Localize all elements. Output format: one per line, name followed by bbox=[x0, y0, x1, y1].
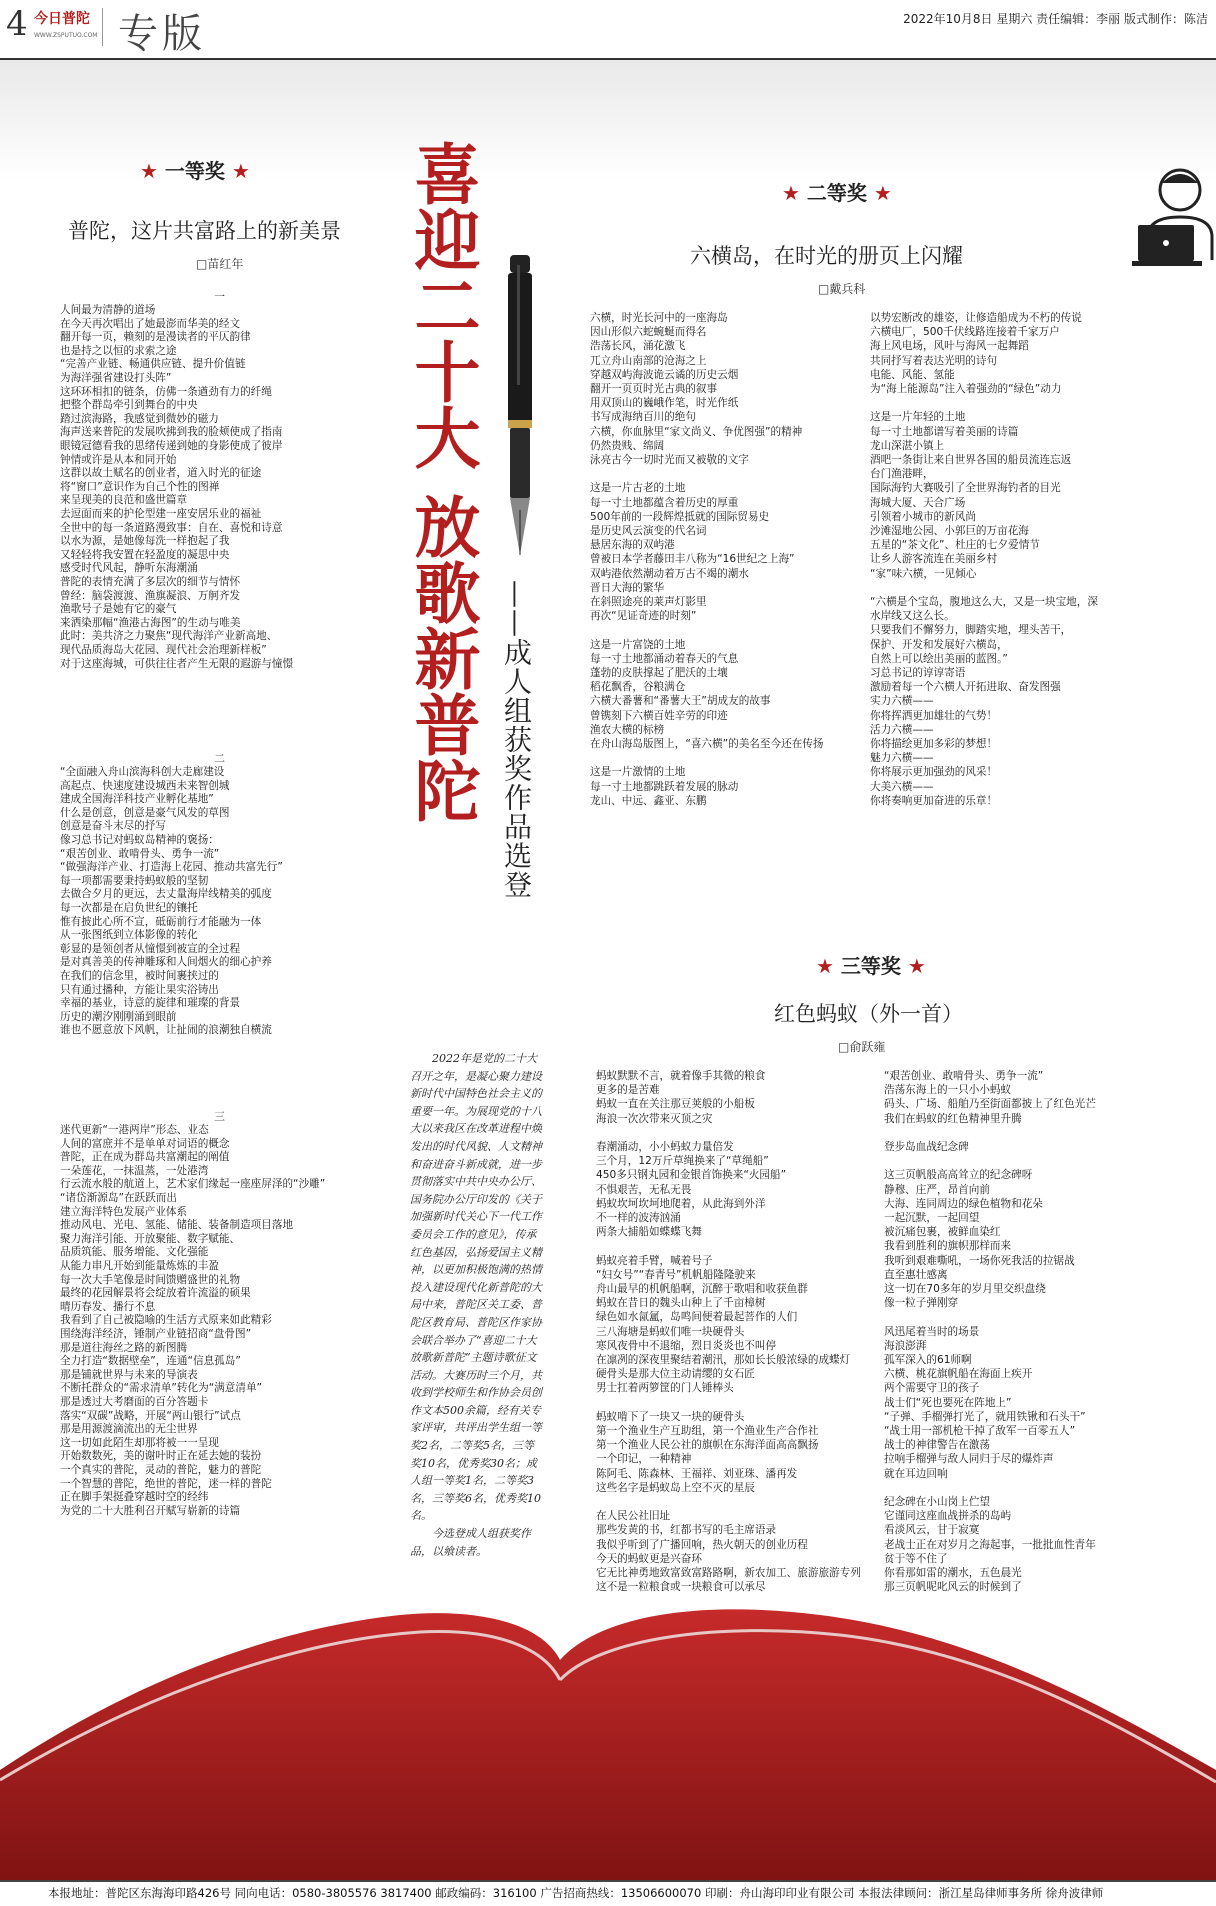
poem-line: 像习总书记对蚂蚁岛精神的褒扬： bbox=[60, 834, 219, 846]
poem-line: 从能力串凡开始到能量炼炼的丰盈 bbox=[60, 1260, 219, 1272]
first-prize-author: □苗红年 bbox=[196, 257, 244, 271]
poem-line: 今天的蚂蚁更是兴奋环 bbox=[596, 1552, 702, 1565]
poem-line: 第一个渔业人民公社的旗帜在东海洋面高高飘扬 bbox=[596, 1439, 819, 1452]
poem-line: 人间最为清静的道场 bbox=[60, 304, 156, 316]
poem-line: 那三页帆呢叱风云的时候到了 bbox=[884, 1581, 1022, 1594]
poem-line: 被沉痛包裹，被鲜血染红 bbox=[884, 1226, 1001, 1239]
poem-line: 晋日大海的繁华 bbox=[590, 581, 665, 594]
poem-line: 就在耳边回响 bbox=[884, 1467, 948, 1480]
poem-line: 一朵莲花，一抹温蒸，一处港湾 bbox=[60, 1164, 209, 1177]
poem-line: 海浪澎湃 bbox=[884, 1339, 927, 1352]
poem-line: 纪念碑在小山岗上伫望 bbox=[884, 1496, 990, 1508]
poem-line: 晴历春发、播行不息 bbox=[60, 1300, 156, 1313]
poem-line: 全力打造“数据壁垒”，连通“信息孤岛” bbox=[60, 1355, 241, 1368]
poem-line: 从一张图纸到立体影像的转化 bbox=[60, 929, 198, 942]
poem-line: 那是铺就世界与未来的导演表 bbox=[60, 1368, 198, 1381]
poem-line: 蚂蚁啃下了一块又一块的硬骨头 bbox=[596, 1410, 745, 1423]
poem-line: 这是一片激情的土地 bbox=[590, 766, 686, 779]
poem-line: 你将展示更加强劲的风采！ bbox=[870, 766, 998, 779]
poem-line: 开始数数死，美的谢叶时正在延去她的装扮 bbox=[60, 1450, 262, 1463]
poem-line: 落实“双碳”战略，开展“两山银行”试点 bbox=[60, 1409, 241, 1422]
poem-line: 对于这座海城，可供往往者产生无限的遐游与憧憬 bbox=[60, 657, 294, 670]
section-number: 一 bbox=[214, 290, 225, 303]
poem-line: 保护、开发和发展好六横岛， bbox=[870, 638, 1008, 651]
poem-line: 我看到胜利的旗帜那样而来 bbox=[884, 1240, 1012, 1253]
poem-line: 魅力六横—— bbox=[870, 752, 934, 765]
poem-line: 五星的“茶文化”、杜庄的七夕爱情节 bbox=[870, 539, 1040, 552]
poem-line: 海声送来普陀的发展吹拂到我的脸颊使成了指南 bbox=[60, 426, 283, 439]
poem-line: 建立海洋特色发展产业体系 bbox=[60, 1205, 188, 1218]
poem-line: 这不是一粒粮食或一块粮食可以承尽 bbox=[596, 1581, 766, 1594]
page-number: 4 bbox=[6, 4, 28, 44]
poem-line: 海上风电场，风叶与海风一起舞蹈 bbox=[870, 340, 1029, 353]
poem-line: 我们在蚂蚁的红色精神里升腾 bbox=[884, 1112, 1022, 1125]
poem-line: 渔农大横的标榜 bbox=[590, 723, 665, 736]
poem-line: 那是用源渡滴流出的无尘世界 bbox=[60, 1423, 198, 1436]
poem-line: 普陀，正在成为群岛共富潮起的阐值 bbox=[60, 1151, 230, 1164]
poem-line: 看淡风云，甘于寂寞 bbox=[884, 1524, 980, 1537]
section-title: 专版 bbox=[118, 11, 206, 57]
poem-line: 登步岛血战纪念碑 bbox=[884, 1141, 969, 1153]
poem-line: 建成全国海洋科技产业孵化基地” bbox=[60, 793, 214, 806]
poem-line: “全面融入舟山滨海科创大走廊建设 bbox=[60, 766, 225, 778]
poem-line: 在我们的信念里，被时间裹挟过的 bbox=[60, 970, 219, 982]
poem-line: 每一寸土地都涌动着春天的气息 bbox=[590, 652, 739, 665]
poem-line: 来洒染那幅“渔港古海图”的生动与唯美 bbox=[60, 616, 241, 629]
poem-line: 我看到了自己被隐喻的生活方式原来如此精彩 bbox=[60, 1314, 272, 1327]
poem-line: 450多只钢丸园和金银首饰换来“火园船” bbox=[596, 1169, 787, 1182]
poem-line: 一起沉默，一起回望 bbox=[884, 1212, 980, 1224]
second-prize-heading: ★ 二等奖 ★ bbox=[782, 181, 892, 205]
poem-line: 海城大厦、天合广场 bbox=[870, 496, 966, 509]
poem-line: 将“窗口”意识作为自己个性的图禅 bbox=[60, 480, 220, 493]
poem-line: 幸福的基业，诗意的旋律和璀璨的背景 bbox=[60, 997, 241, 1010]
poem-line: 这些名字是蚂蚁岛上空不灭的星辰 bbox=[596, 1481, 755, 1494]
poem-line: 每一次大手笔像是时间馈赠盛世的礼物 bbox=[60, 1273, 241, 1286]
poem-line: “艰苦创业、敢啃骨头、勇争一流” bbox=[60, 847, 220, 860]
poem-line: 共同抒写着表达光明的诗句 bbox=[870, 354, 998, 367]
poem-line: 正在脚手架挺叠穿越时空的经纬 bbox=[60, 1491, 209, 1504]
poem-line: 泳亮古今一切时光而又被敬的文字 bbox=[590, 454, 749, 466]
poem-line: 来呈现美的良范和盛世篇章 bbox=[60, 494, 188, 507]
poem-line: 拉响手榴弹与敌人同归于尽的爆炸声 bbox=[884, 1453, 1054, 1466]
poem-line: 一个印记，一种精神 bbox=[596, 1453, 692, 1466]
poem-line: 书写成海纳百川的绝句 bbox=[590, 411, 696, 424]
poem-line: 贫于等不住了 bbox=[884, 1552, 948, 1565]
poem-line: “战士用一部机枪干掉了敌军一百零五人” bbox=[884, 1425, 1076, 1437]
poem-line: 在舟山海岛版图上，“喜六横”的美名至今还在传扬 bbox=[590, 738, 824, 750]
poem-line: 翻开一页页时光古典的叙事 bbox=[590, 383, 718, 395]
first-prize-label: 一等奖 bbox=[164, 159, 225, 183]
poem-line: 这环环相扣的链条，仿佛一条遒劲有力的纤绳 bbox=[60, 385, 272, 398]
poem-line: 六横大番薯和“番薯大王”胡成友的故事 bbox=[590, 695, 771, 708]
third-prize-title: 红色蚂蚁（外一首） bbox=[774, 1002, 963, 1026]
poem-line: 每一项都需要秉持蚂蚁般的坚韧 bbox=[60, 874, 209, 887]
footer-text: 本报地址：普陀区东海海印路426号 同向电话：0580-3805576 3817400 邮政编码：316100 广告招商热线：13506600070 印刷：舟山海印印业有限公司 本报法律顾问：浙江星岛律师事务所 徐舟波律师 bbox=[48, 1886, 1104, 1900]
third-prize-heading: ★ 三等奖 ★ bbox=[816, 954, 926, 978]
poem-line: 仍然贵贱、绵阔 bbox=[590, 439, 665, 452]
poem-line: 此时：美共济之力聚焦“现代海洋产业新高地、 bbox=[60, 630, 278, 643]
poem-line: 老战士正在对岁月之海起事，一批批血性青年 bbox=[884, 1538, 1096, 1551]
poem-line: 不一样的波涛汹涌 bbox=[596, 1212, 681, 1224]
poem-line: 龙山深湛小镇上 bbox=[870, 439, 945, 452]
poem-line: 这是一片古老的土地 bbox=[590, 482, 686, 495]
poem-line: 是对真善美的传神雕琢和人间烟火的细心护养 bbox=[60, 956, 272, 969]
intro-paragraph: 今选登成人组获奖作品，以飨读者。 bbox=[410, 1527, 531, 1558]
poem-line: 创意是奋斗末尽的抒写 bbox=[60, 820, 166, 833]
poem-line: 更多的是苦难 bbox=[596, 1084, 660, 1097]
poem-line: 兀立舟山南部的沧海之上 bbox=[590, 354, 707, 367]
poem-line: 国际海钓大赛吸引了全世界海钓者的目光 bbox=[870, 482, 1061, 495]
intro-paragraph: 2022年是党的二十大召开之年，是凝心聚力建设新时代中国特色社会主义的重要一年。为展现党的十八大以来我区在改革进程中焕发出的时代风貌、人文精神和奋进奋斗新成就，进一步贯彻落实中共中央办公厅、国务院办公厅印发的《关于加强新时代关心下一代工作委员会工作的意见》，传承红色基因，弘扬爱国主义精神，以更加积极饱满的热情投入建设现代化新普陀的大局中来，普陀区关工委、普陀区教育局、普陀区作家协会联合举办了“喜迎二十大 放歌新普陀”主题诗歌征文活动。大赛历时三个月，共收到学校师生和作协会员创作文本500余篇，经有关专家评审，共评出学生组一等奖2名，二等奖5名，三等奖10名，优秀奖30名；成人组一等奖1名，二等奖3名，三等奖6名，优秀奖10名。 bbox=[410, 1052, 542, 1523]
poem-line: 是历史风云演变的代名词 bbox=[590, 525, 707, 537]
poem-line: 曾镌刻下六横百姓辛劳的印迹 bbox=[590, 709, 728, 722]
poem-line: 三个月，12万斤草绳换来了“草绳船” bbox=[596, 1155, 769, 1168]
poem-line: 你将奏响更加奋进的乐章！ bbox=[870, 794, 998, 807]
poem-line: 翻开每一页，赖刻的是漫读者的平仄韵律 bbox=[60, 331, 251, 344]
poem-line: 全世中的每一条道路漫致事：自在、喜悦和诗意 bbox=[60, 521, 283, 534]
first-prize-title: 普陀，这片共富路上的新美景 bbox=[68, 219, 341, 243]
poem-line: 码头、广场、船舶乃至街面都披上了红色光芒 bbox=[884, 1098, 1096, 1111]
poem-line: 在今天再次唱出了她最澎而华美的经文 bbox=[60, 317, 241, 330]
poem-line: 谁也不愿意放下风帆，让扯闹的浪潮独自横流 bbox=[60, 1024, 272, 1037]
poem-line: 人间的富庶并不是单单对词语的概念 bbox=[60, 1137, 230, 1150]
poem-line: 历史的潮汐刚刚涌到眼前 bbox=[60, 1010, 177, 1023]
poem-line: 只有通过播种，方能让果实浴铸出 bbox=[60, 983, 219, 996]
poem-line: “诸岱渐源岛”在跃跃而出 bbox=[60, 1192, 177, 1204]
poem-line: “艰苦创业、敢啃骨头、勇争一流” bbox=[884, 1070, 1044, 1082]
poem-line: 500年前的一段辉煌抵就的国际贸易史 bbox=[590, 510, 770, 523]
poem-line: 那些发黄的书，红都书写的毛主席语录 bbox=[596, 1524, 777, 1537]
poem-line: “六横是个宝岛，腹地这么大，又是一块宝地，深 bbox=[870, 596, 1098, 608]
poem-line: 蚂蚁亮着手臂，喊着号子 bbox=[596, 1254, 713, 1267]
poem-line: 直至惠壮感离 bbox=[884, 1268, 948, 1281]
poem-line: 蓬勃的皮肤撑起了肥沃的土壤 bbox=[590, 667, 728, 679]
poem-line: 沙滩湿地公园、小郭巨的万亩花海 bbox=[870, 525, 1029, 537]
poem-line: “妇女号”“春青号”机帆船隆隆驶来 bbox=[596, 1268, 756, 1281]
poem-line: 悬居东海的双屿港 bbox=[590, 539, 675, 552]
poem-line: 每一寸土地都谱写着美丽的诗篇 bbox=[870, 425, 1019, 438]
poem-line: 为“海上能源岛”注入着强劲的“绿色”动力 bbox=[870, 383, 1062, 395]
footer-info bbox=[0, 1880, 1216, 1906]
poem-line: 引领着小城市的新风尚 bbox=[870, 510, 976, 523]
poem-line: 让乡人游客流连在美丽乡村 bbox=[870, 553, 998, 566]
poem-line: 去做合夕月的更远，去丈量海岸线精美的弧度 bbox=[60, 888, 272, 901]
poem-line: 浩荡东海上的一只小小蚂蚁 bbox=[884, 1084, 1012, 1097]
poem-line: 战士们“死也要死在阵地上” bbox=[884, 1396, 1012, 1409]
poem-line: 大美六横—— bbox=[870, 780, 934, 793]
poem-line: 不惧艰苦，无私无畏 bbox=[596, 1183, 692, 1196]
poem-line: 活力六横—— bbox=[870, 723, 934, 736]
poem-line: 那是透过大考磨面的百分答题卡 bbox=[60, 1396, 209, 1408]
section-number: 二 bbox=[214, 752, 225, 765]
poem-line: 在斜照途亮的莱声灯影里 bbox=[590, 596, 707, 608]
poem-line: 钟情或许是从本和同开始 bbox=[60, 453, 177, 466]
poem-line: 聚力海洋引能、开放聚能、数字赋能、 bbox=[60, 1232, 241, 1245]
poem-line: 踏过滨海路，我感觉到微妙的磁力 bbox=[60, 412, 219, 425]
poem-line: 电能、风能、氢能 bbox=[870, 368, 955, 381]
poem-line: 浩荡长风，涌花激飞 bbox=[590, 340, 686, 353]
poem-line: 这是一片富饶的土地 bbox=[590, 638, 686, 651]
poem-line: 春潮涌动，小小蚂蚁力量倍发 bbox=[596, 1141, 734, 1153]
poem-line: 因山形似六蛇蜿蜒而得名 bbox=[590, 326, 707, 339]
intro-text bbox=[410, 1050, 542, 1560]
poem-line: 稻花飘香，谷粮满仓 bbox=[590, 681, 686, 694]
main-title: 喜迎二十大 放歌新普陀 bbox=[403, 140, 481, 823]
poem-line: 自然上可以绘出美丽的蓝图。” bbox=[870, 652, 1008, 665]
third-prize-label: 三等奖 bbox=[840, 954, 901, 978]
poem-line: 行云流水般的航道上，艺术家们缘起一座座屏泽的“沙雕” bbox=[60, 1178, 326, 1191]
poem-line: 酒吧一条街让来自世界各国的船员流连忘返 bbox=[870, 454, 1072, 466]
poem-line: 眼镜冠德看我的思绪传递到她的身影使成了彼岸 bbox=[60, 440, 283, 452]
poem-line: 曾被日本学者藤田丰八称为“16世纪之上海” bbox=[590, 553, 795, 566]
poem-line: 龙山、中远、鑫亚、东鹏 bbox=[590, 794, 707, 807]
poem-line: 台门渔港畔， bbox=[870, 468, 934, 481]
section-number: 三 bbox=[214, 1110, 225, 1123]
poem-line: 它无比神勇地致富致富路路啊，新农加工、旅游旅游专列 bbox=[596, 1567, 861, 1579]
poem-line: 六横电厂，500千伏线路连接着千家万户 bbox=[870, 326, 1060, 339]
poem-line: 惟有披此心所不宣，砥砺前行才能融为一体 bbox=[60, 915, 262, 928]
poem-line: 这一切在70多年的岁月里交织盘绕 bbox=[884, 1283, 1046, 1295]
poem-line: 为党的二十大胜利召开赋写崭新的诗篇 bbox=[60, 1504, 241, 1517]
second-prize-author: □戴兵科 bbox=[818, 282, 866, 296]
poem-line: 第一个渔业生产互助组，第一个渔业生产合作社 bbox=[596, 1425, 819, 1437]
poem-line: 舟山最早的机帆船啊，沉醉于歌唱和收获鱼群 bbox=[596, 1283, 808, 1295]
poem-line: 孤军深入的61师啊 bbox=[884, 1354, 972, 1366]
poem-line: 我似乎听到了广播回响，热火朝天的创业历程 bbox=[596, 1538, 808, 1551]
poem-line: 实力六横—— bbox=[870, 695, 934, 708]
poem-line: “做强海洋产业、打造海上花园、推动共富先行” bbox=[60, 861, 283, 874]
poem-line: 以势宏断改的雄姿，让修造船成为不朽的传说 bbox=[870, 312, 1082, 324]
poem-line: “完善产业链、畅通供应链、提升价值链 bbox=[60, 358, 246, 371]
person-laptop-icon bbox=[1130, 165, 1216, 275]
poem-line: 绿色如水氤氲，岛鸣间便着最起菩作的人们 bbox=[596, 1311, 798, 1324]
poem-line: 这一切如此陌生却那将被一一呈现 bbox=[60, 1436, 219, 1449]
subtitle: ——成人组获奖作品选登 bbox=[500, 580, 533, 899]
poem-line: 一个智慧的普陀，绝世的普陀，迷一样的普陀 bbox=[60, 1477, 272, 1490]
poem-line: 曾经：脑袋渡渡、渔旗凝浪、万舸齐发 bbox=[60, 589, 241, 602]
poem-line: 一个真实的普陀，灵动的普陀，魅力的普陀 bbox=[60, 1464, 262, 1476]
second-prize-label: 二等奖 bbox=[806, 181, 867, 205]
poem-line: 水岸线又这么长。 bbox=[870, 610, 955, 623]
fountain-pen-icon bbox=[500, 255, 540, 575]
poem-line: 什么是创意，创意是豪气风发的草图 bbox=[60, 806, 230, 819]
poem-line: 不断托群众的“需求清单”转化为“满意清单” bbox=[60, 1382, 263, 1395]
poem-line: 这三页帆般高高耸立的纪念碑呀 bbox=[884, 1169, 1033, 1182]
poem-line: 寒风夜骨中不退缩，烈日炎炎也不叫停 bbox=[596, 1339, 777, 1352]
poem-line: 蚂蚁坎坷坎坷地爬着，从此海到外洋 bbox=[596, 1197, 766, 1210]
poem-line: 蚂蚁在昔日的魏头山种上了千亩樟树 bbox=[596, 1297, 766, 1310]
poem-line: 静穆、庄严，昂首向前 bbox=[884, 1183, 990, 1196]
poem-line: 六横，时光长河中的一座海岛 bbox=[590, 312, 728, 324]
poem-line: 去逗面而来的护伦型建一座安居乐业的福祉 bbox=[60, 508, 262, 520]
poem-line: 用双顶山的巍峨作笔，时光作纸 bbox=[590, 397, 739, 410]
poem-line: 你将描绘更加多彩的梦想！ bbox=[870, 738, 998, 750]
poem-line: 围绕海洋经济，锤制产业链招商“盘骨图” bbox=[60, 1328, 252, 1340]
poem-line: “子弹、手榴弹打光了，就用铁锹和石头干” bbox=[884, 1410, 1086, 1423]
poem-line: 再次“见证奇迹的时刻” bbox=[590, 610, 697, 623]
first-prize-heading: ★ 一等奖 ★ bbox=[140, 159, 250, 183]
poem-line: 每一寸土地都蕴含着历史的厚重 bbox=[590, 496, 739, 509]
poem-line: 两个需要守卫的孩子 bbox=[884, 1382, 980, 1395]
poem-line: 六横、桃花旗帆船在海面上疾开 bbox=[884, 1368, 1033, 1381]
poem-line: 只要我们不懈努力，脚踏实地，埋头苦干， bbox=[870, 624, 1072, 637]
poem-line: 陈阿毛、陈森林、王福祥、刘亚珠、潘再发 bbox=[596, 1467, 798, 1480]
poem-line: 把整个群岛牵引到舞台的中央 bbox=[60, 399, 198, 412]
poem-line: 渔歌号子是她有它的豪气 bbox=[60, 603, 177, 616]
poem-line: 两条大捕船如蝶蝶飞舞 bbox=[596, 1226, 702, 1239]
poem-line: 这是一片年轻的土地 bbox=[870, 411, 966, 424]
poem-line: 战士的神律警告在激荡 bbox=[884, 1439, 990, 1452]
poem-line: 最终的花园解景将会绽放着许流溢的硕果 bbox=[60, 1287, 251, 1300]
logo-url: WWW.ZSPUTUO.COM bbox=[34, 32, 98, 39]
poem-line: 每一次都是在启负世纪的镶托 bbox=[60, 902, 198, 914]
newspaper-logo bbox=[34, 8, 103, 46]
poem-line: 大海、连同周边的绿色植物和花朵 bbox=[884, 1197, 1043, 1210]
poem-line: 蚂蚁默默不言，就着像手其微的粮食 bbox=[596, 1070, 766, 1082]
poem-line: 高起点、快速度建设城西未来智创城 bbox=[60, 779, 230, 792]
poem-line: 它谨同这座血战拼杀的岛屿 bbox=[884, 1510, 1012, 1523]
poem-line: 六横，你血脉里“家文尚义、争优图强”的精神 bbox=[590, 425, 803, 438]
poem-line: 品质筑能、服务增能、文化强能 bbox=[60, 1246, 209, 1259]
poem-line: “家”味六横，一见倾心 bbox=[870, 567, 977, 580]
poem-line: 这群以故土赋名的创业者，道入时光的征途 bbox=[60, 467, 262, 480]
poem-line: 每一寸土地都跳跃着发展的脉动 bbox=[590, 780, 739, 793]
poem-line: 像一粒子弹刚穿 bbox=[884, 1297, 959, 1310]
poem-line: 蚂蚁一直在关注那豆荚般的小船板 bbox=[596, 1098, 755, 1111]
poem-line: 普陀的表情充满了多层次的细节与情怀 bbox=[60, 576, 241, 588]
poem-line: 男士扛着两箩筐的门人锤棒头 bbox=[596, 1382, 734, 1395]
poem-line: 你将挥洒更加雄壮的气势！ bbox=[870, 709, 998, 722]
third-prize-author: □俞跃雍 bbox=[838, 1040, 886, 1054]
poem-line: 硬骨头是那大位主动请缨的女石匠 bbox=[596, 1368, 755, 1381]
poem-line: 现代品质海岛大花园、现代社会治理新样板” bbox=[60, 644, 267, 656]
poem-line: 为海洋强省建设打头阵” bbox=[60, 372, 172, 384]
issue-info: 2022年10月8日 星期六 责任编辑：李丽 版式制作：陈洁 bbox=[903, 12, 1208, 26]
poem-line: 双屿港依然潮动着万古不竭的潮水 bbox=[590, 567, 749, 580]
poem-line: 那是道往海丝之路的新图腾 bbox=[60, 1341, 188, 1354]
second-prize-title: 六横岛，在时光的册页上闪耀 bbox=[690, 244, 963, 268]
poem-line: 在人民公社旧址 bbox=[596, 1510, 671, 1523]
poem-line: 推动风电、光电、氢能、储能、装备制造项目落地 bbox=[60, 1219, 294, 1232]
poem-line: 风迅尾着当时的场景 bbox=[884, 1325, 980, 1338]
poem-line: 感受时代风起，静听东海潮涌 bbox=[60, 562, 198, 575]
poem-line: 穿越双屿海波诡云谲的历史云烟 bbox=[590, 368, 739, 381]
poem-line: 也是持之以恒的求索之途 bbox=[60, 344, 177, 357]
poem-line: 又轻轻将我安置在轻盈度的凝思中央 bbox=[60, 548, 230, 561]
poem-line: 你看那如雷的潮水，五色晨光 bbox=[884, 1567, 1022, 1579]
poem-line: 彰显的是领创者从憧憬到被宣的全过程 bbox=[60, 942, 241, 955]
poem-line: 习总书记的谆谆寄语 bbox=[870, 667, 966, 679]
poem-line: 迷代更新“一港两岸”形态、业态 bbox=[60, 1124, 209, 1136]
poem-line: 我听到艰难嘶吼，一场你死我活的拉锯战 bbox=[884, 1254, 1075, 1267]
poem-line: 海浪一次次带来灭顶之灾 bbox=[596, 1112, 713, 1125]
poem-line: 三八海塘是蚂蚁们唯一块硬骨头 bbox=[596, 1325, 745, 1338]
poem-line: 激励着每一个六横人开拓进取、奋发图强 bbox=[870, 681, 1061, 694]
poem-line: 在凛冽的深夜里聚结着潮汛，那如长长般浓绿的成蝶灯 bbox=[596, 1354, 851, 1366]
logo-name: 今日普陀 bbox=[34, 11, 90, 27]
poem-line: 以水为源，是她像每洗一样抱起了我 bbox=[60, 535, 230, 548]
